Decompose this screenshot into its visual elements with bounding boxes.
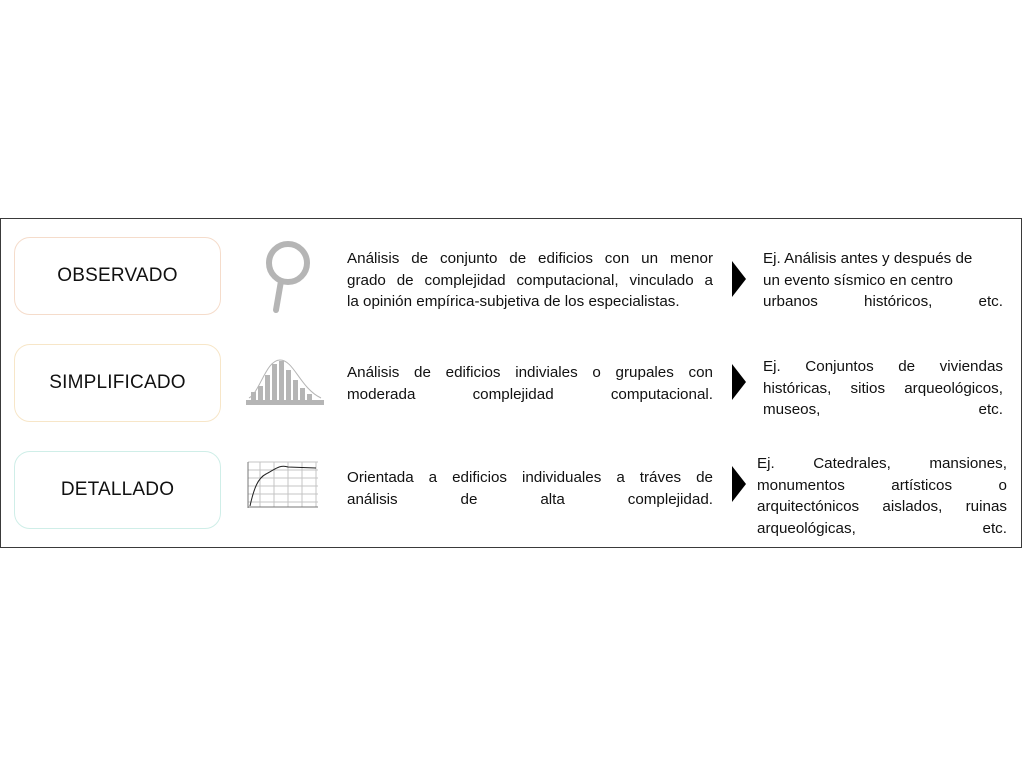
- level-box-simplificado: [14, 344, 221, 422]
- example-line: arquitectónicos aislados, ruinas: [757, 498, 1007, 515]
- example-simplificado: [763, 356, 1003, 421]
- magnifier-icon: [262, 240, 312, 314]
- example-line: arqueológicas, etc.: [757, 519, 1007, 537]
- level-box-observado: [14, 237, 221, 315]
- example-detallado: [757, 453, 1007, 539]
- example-line: un evento sísmico en centro: [763, 271, 953, 289]
- example-line: Ej. Catedrales, mansiones,: [757, 455, 1007, 472]
- description-line: grado de complejidad computacional, vinculado a: [347, 271, 713, 289]
- description-simplificado: [347, 362, 713, 405]
- description-line: Análisis de conjunto de edificios con un menor: [347, 250, 713, 267]
- level-label: OBSERVADO: [57, 265, 178, 286]
- description-line: Orientada a edificios individuales a tráves de: [347, 469, 713, 486]
- example-line: monumentos artísticos o: [757, 476, 1007, 494]
- histogram-icon: [246, 358, 324, 406]
- description-observado: [347, 248, 713, 313]
- level-box-detallado: [14, 451, 221, 529]
- arrow-icon: [732, 466, 746, 502]
- description-detallado: [347, 467, 713, 510]
- curve-grid-icon: [246, 458, 320, 510]
- example-line: urbanos históricos, etc.: [763, 293, 1003, 310]
- level-label: DETALLADO: [60, 479, 175, 500]
- arrow-icon: [732, 364, 746, 400]
- description-line: moderada complejidad computacional.: [347, 385, 713, 403]
- example-line: Ej. Conjuntos de viviendas: [763, 358, 1003, 375]
- description-line: Análisis de edificios indiviales o grupales con: [347, 364, 713, 381]
- arrow-icon: [732, 261, 746, 297]
- description-line: la opinión empírica-subjetiva de los especialistas.: [347, 293, 680, 310]
- example-line: históricas, sitios arqueológicos,: [763, 379, 1003, 397]
- description-line: análisis de alta complejidad.: [347, 490, 713, 508]
- example-line: museos, etc.: [763, 401, 1003, 418]
- example-line: Ej. Análisis antes y después de: [763, 250, 973, 267]
- level-label: SIMPLIFICADO: [49, 372, 186, 393]
- example-observado: [763, 248, 1003, 313]
